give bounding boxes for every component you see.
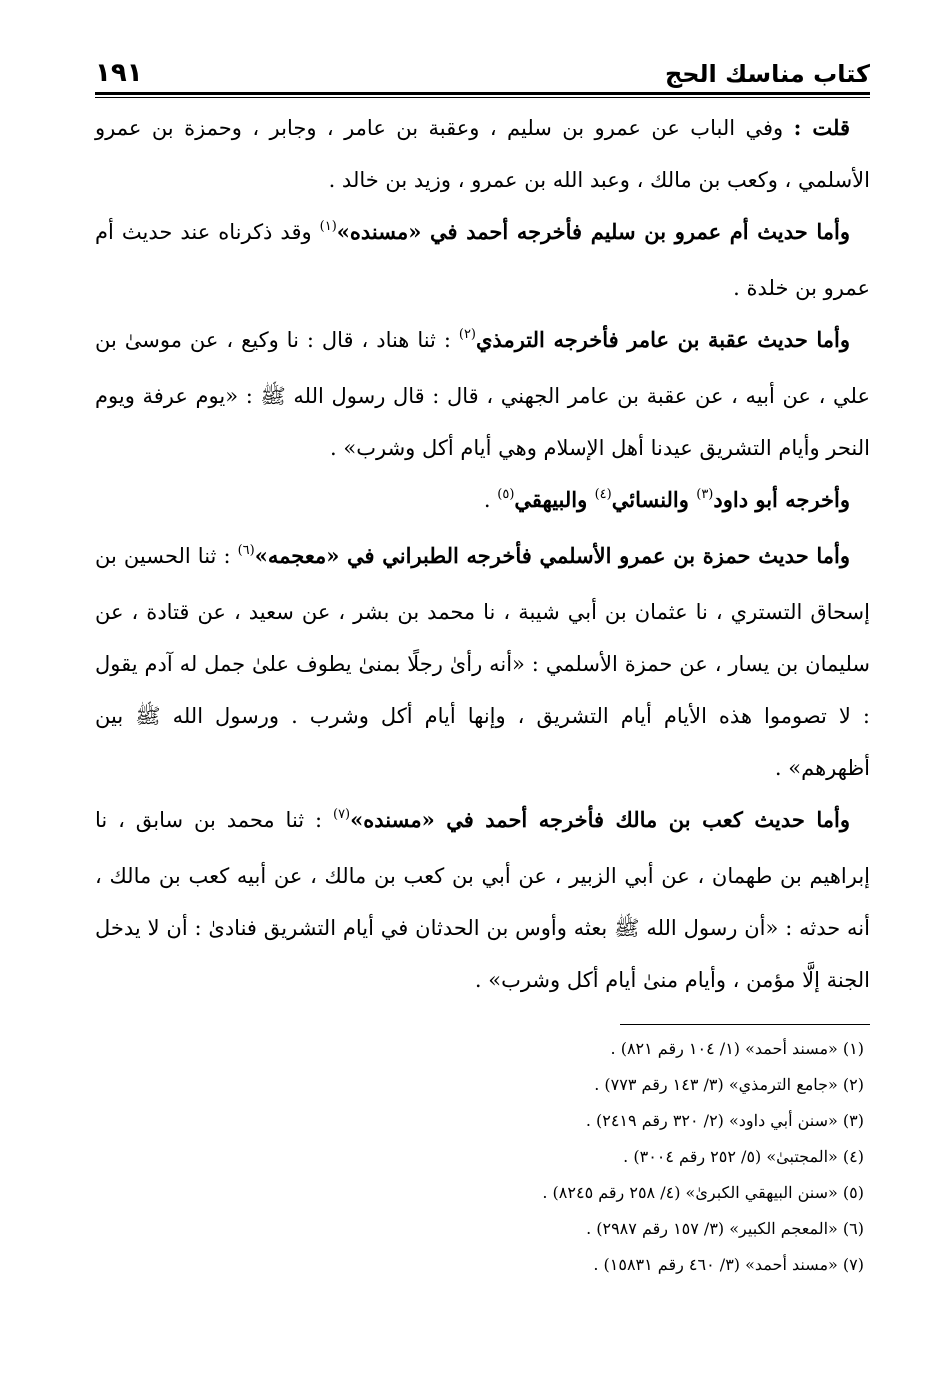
paragraph-text: : ثنا محمد بن سابق ، نا إبراهيم بن طهمان ، عن أبي الزبير ، عن أبي بن كعب بن مالك ، عن أبيه كعب بن مالك ، أنه حدثه : «أن رسول الله ﷺ بعثه وأوس بن الحدثان في أيام التشريق فنادىٰ : أن لا يدخل الجنة إلَّا مؤمن ، وأيام منىٰ أيام أكل وشرب» . — [95, 808, 870, 992]
footnote: (٥) «سنن البيهقي الكبرىٰ» (٤/ ٢٥٨ رقم ٨٢٤٥) . — [542, 1183, 864, 1202]
footnote-ref: (٣) — [696, 487, 714, 502]
paragraph-lead: وأما حديث عقبة بن عامر فأخرجه الترمذي — [476, 327, 850, 352]
paragraph-lead: والبيهقي — [514, 487, 595, 512]
footnote-ref: (٧) — [332, 807, 351, 822]
paragraph — [95, 206, 870, 314]
running-title: كتاب مناسك الحج — [664, 60, 870, 88]
paragraph — [95, 314, 870, 474]
footnote: (٧) «مسند أحمد» (٣/ ٤٦٠ رقم ١٥٨٣١) . — [593, 1255, 864, 1274]
paragraph-lead: وأما حديث أم عمرو بن سليم فأخرجه أحمد في «مسنده» — [336, 219, 850, 244]
paragraph-lead: والنسائي — [611, 487, 697, 512]
paragraph — [95, 474, 870, 530]
paragraph — [95, 794, 870, 1006]
footnote: (٦) «المعجم الكبير» (٣/ ١٥٧ رقم ٢٩٨٧) . — [586, 1219, 864, 1238]
footnote-ref: (١) — [319, 219, 337, 234]
page-header — [95, 40, 870, 88]
header-rule — [95, 92, 870, 95]
footnotes — [95, 1031, 870, 1283]
footnote-ref: (٥) — [497, 487, 515, 502]
paragraph-text: وفي الباب عن عمرو بن سليم ، وعقبة بن عامر ، وجابر ، وحمزة بن عمرو الأسلمي ، وكعب بن مالك ، وعبد الله بن عمرو ، وزيد بن خالد . — [95, 116, 870, 192]
paragraph-text: . — [483, 488, 498, 512]
footnote-ref: (٦) — [237, 543, 255, 558]
footnote-separator — [620, 1024, 870, 1025]
main-text — [95, 102, 870, 1006]
paragraph-lead: وأما حديث كعب بن مالك فأخرجه أحمد في «مسنده» — [350, 807, 851, 832]
paragraph-text: : ثنا هناد ، قال : نا وكيع ، عن موسىٰ بن علي ، عن أبيه ، عن عقبة بن عامر الجهني ، قال : قال رسول الله ﷺ : «يوم عرفة ويوم النحر وأيام التشريق عيدنا أهل الإسلام وهي أيام أكل وشرب» . — [95, 328, 870, 460]
paragraph-lead: قلت : — [793, 115, 850, 140]
footnote-ref: (٢) — [458, 327, 476, 342]
paragraph — [95, 530, 870, 794]
footnote-ref: (٤) — [594, 487, 612, 502]
header-rule-thin — [95, 97, 870, 98]
page-number: ١٩١ — [95, 58, 143, 88]
footnote: (٢) «جامع الترمذي» (٣/ ١٤٣ رقم ٧٧٣) . — [594, 1075, 864, 1094]
paragraph — [95, 102, 870, 206]
footnote: (٣) «سنن أبي داود» (٢/ ٣٢٠ رقم ٢٤١٩) . — [585, 1111, 864, 1130]
paragraph-lead: وأما حديث حمزة بن عمرو الأسلمي فأخرجه الطبراني في «معجمه» — [254, 543, 850, 568]
footnote: (١) «مسند أحمد» (١/ ١٠٤ رقم ٨٢١) . — [610, 1039, 864, 1058]
book-page — [95, 40, 870, 1283]
footnote: (٤) «المجتبىٰ» (٥/ ٢٥٢ رقم ٣٠٠٤) . — [623, 1147, 864, 1166]
paragraph-text: وقد ذكرناه عند حديث أم عمرو بن خلدة . — [95, 220, 870, 300]
paragraph-text: : ثنا الحسين بن إسحاق التستري ، نا عثمان بن أبي شيبة ، نا محمد بن بشر ، عن سعيد ، عن قتادة ، عن سليمان بن يسار ، عن حمزة الأسلمي : «أنه رأىٰ رجلًا بمنىٰ يطوف علىٰ جمل له آدم يقول : لا تصوموا هذه الأيام أيام التشريق ، وإنها أيام أكل وشرب . ورسول الله ﷺ بين أظهرهم» . — [95, 544, 870, 780]
paragraph-lead: وأخرجه أبو داود — [713, 487, 850, 512]
